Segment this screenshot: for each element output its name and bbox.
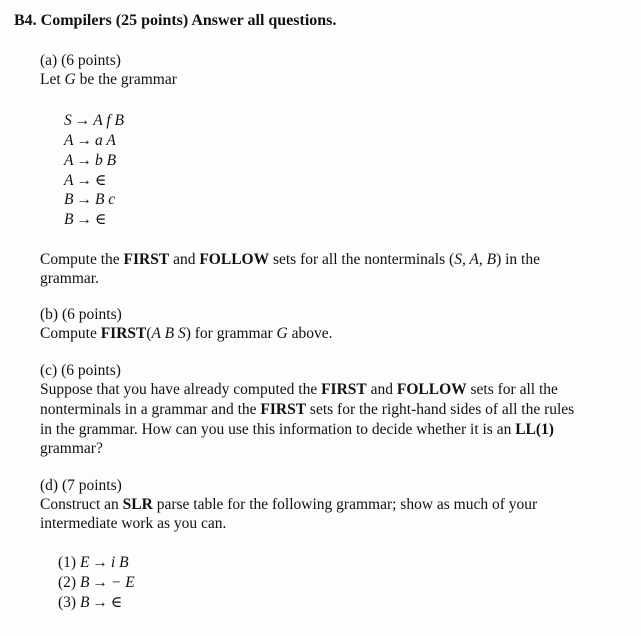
- intro-text: Let: [40, 71, 65, 88]
- bold-term: LL(1): [515, 421, 554, 438]
- rule-number: (2): [58, 574, 77, 591]
- slr-grammar-rule: [58, 573, 135, 593]
- part-a-heading: (a) (6 points): [40, 52, 121, 69]
- intro-text-post: be the grammar: [75, 71, 177, 88]
- text: sets for all the nonterminals (: [269, 251, 455, 268]
- rule-lhs: B: [79, 594, 90, 611]
- arrow-symbol: →: [76, 191, 92, 208]
- arrow-symbol: →: [74, 112, 91, 129]
- text: and: [169, 251, 200, 268]
- rule-lhs: A: [64, 172, 74, 189]
- slr-grammar-rule: [58, 593, 122, 613]
- bold-term: SLR: [122, 496, 153, 513]
- part-a-question-line-1: [40, 250, 540, 270]
- rule-lhs: S: [64, 112, 72, 129]
- rule-rhs: a A: [94, 132, 116, 149]
- part-a-intro: [40, 70, 177, 90]
- text: Suppose that you have already computed the: [40, 381, 322, 398]
- bold-term: FIRST: [123, 251, 170, 268]
- arrow-symbol: →: [76, 172, 92, 189]
- arrow-symbol: →: [76, 132, 92, 149]
- text: Compute: [40, 325, 101, 342]
- text: (: [146, 325, 152, 342]
- text: and: [366, 381, 397, 398]
- rule-lhs: E: [79, 554, 90, 571]
- rule-rhs: − E: [110, 574, 135, 591]
- part-c-line-3: [40, 420, 554, 440]
- rule-lhs: A: [64, 132, 74, 149]
- rule-rhs: ∈: [110, 594, 123, 611]
- text: Construct an: [40, 496, 123, 513]
- text: ) in the: [496, 251, 540, 268]
- rule-lhs: B: [64, 211, 74, 228]
- arrow-symbol: →: [76, 211, 92, 228]
- symbol-list: A B S: [151, 325, 186, 342]
- grammar-var: G: [276, 325, 288, 342]
- page-title: B4. Compilers (25 points) Answer all questions.: [14, 12, 337, 29]
- part-b-question: [40, 324, 332, 344]
- text: sets for all the: [466, 381, 558, 398]
- rule-lhs: A: [64, 152, 74, 169]
- slr-grammar-rule: [58, 553, 129, 573]
- grammar-rule: [64, 190, 115, 210]
- arrow-symbol: →: [92, 574, 108, 591]
- text: parse table for the following grammar; show as much of your: [152, 496, 538, 513]
- part-b-heading: (b) (6 points): [40, 306, 122, 323]
- arrow-symbol: →: [92, 594, 108, 611]
- part-c-line-4: grammar?: [40, 440, 103, 457]
- rule-rhs: i B: [110, 554, 129, 571]
- part-d-heading: (d) (7 points): [40, 477, 122, 494]
- part-c-line-1: [40, 380, 558, 400]
- nonterminal-list: S, A, B: [454, 251, 497, 268]
- bold-term: FIRST: [100, 325, 147, 342]
- rule-rhs: B c: [94, 191, 116, 208]
- grammar-var: G: [64, 71, 76, 88]
- grammar-rule: [64, 171, 106, 191]
- text: above.: [287, 325, 333, 342]
- part-d-line-2: intermediate work as you can.: [40, 515, 227, 532]
- part-d-line-1: [40, 495, 537, 515]
- bold-term: FOLLOW: [396, 381, 467, 398]
- rule-rhs: ∈: [94, 211, 107, 228]
- part-a-question-line-2: grammar.: [40, 270, 99, 287]
- part-c-line-2: [40, 400, 574, 420]
- rule-number: (3): [58, 594, 77, 611]
- text: nonterminals in a grammar and the: [40, 401, 261, 418]
- text: sets for the right-hand sides of all the rules: [306, 401, 575, 418]
- rule-rhs: ∈: [94, 172, 107, 189]
- rule-lhs: B: [64, 191, 74, 208]
- grammar-rule: [64, 151, 116, 171]
- part-c-heading: (c) (6 points): [40, 362, 121, 379]
- rule-rhs: A f B: [93, 112, 124, 129]
- text: Compute the: [40, 251, 124, 268]
- rule-rhs: b B: [94, 152, 117, 169]
- bold-term: FIRST: [260, 401, 307, 418]
- grammar-rule: [64, 131, 116, 151]
- bold-term: FIRST: [321, 381, 367, 398]
- rule-number: (1): [58, 554, 77, 571]
- arrow-symbol: →: [92, 554, 108, 571]
- grammar-rule: [64, 210, 106, 230]
- grammar-rule: [64, 111, 124, 131]
- text: ) for grammar: [185, 325, 277, 342]
- rule-lhs: B: [79, 574, 90, 591]
- arrow-symbol: →: [76, 152, 92, 169]
- bold-term: FOLLOW: [199, 251, 270, 268]
- text: in the grammar. How can you use this information to decide whether it is an: [40, 421, 516, 438]
